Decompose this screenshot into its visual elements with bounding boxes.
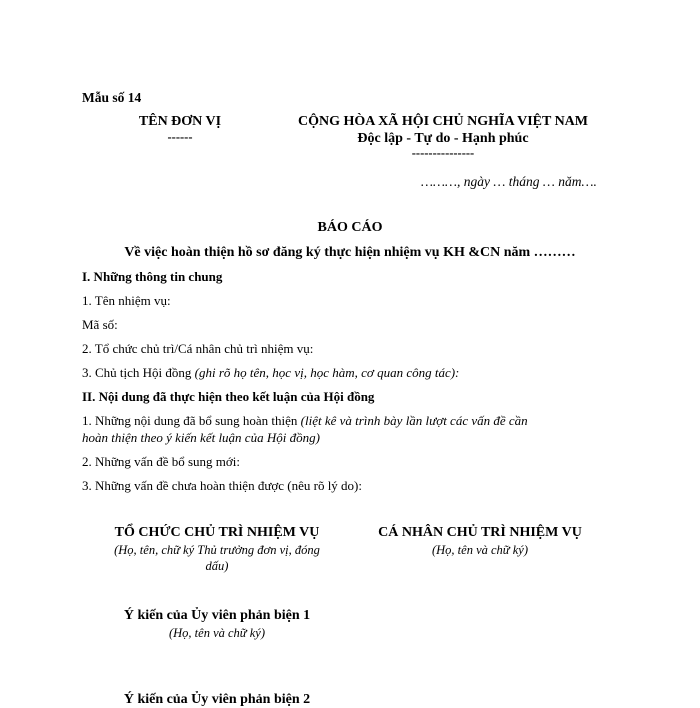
- unit-name: TÊN ĐƠN VỊ: [138, 114, 222, 129]
- report-title: BÁO CÁO: [317, 220, 383, 235]
- council-chair-label: 3. Chủ tịch Hội đồng: [82, 365, 195, 380]
- form-number: Mẫu số 14: [82, 90, 142, 105]
- person-signature-title: CÁ NHÂN CHỦ TRÌ NHIỆM VỤ: [378, 525, 582, 540]
- section-1-heading: I. Những thông tin chung: [82, 269, 223, 284]
- date-line: ………, ngày … tháng … năm….: [421, 174, 597, 189]
- supplemented-content-line: [82, 413, 528, 429]
- council-chair-note: (ghi rõ họ tên, học vị, học hàm, cơ quan công tác):: [194, 365, 460, 380]
- supplemented-content-label: 1. Những nội dung đã bổ sung hoàn thiện: [82, 413, 301, 428]
- motto-underline: ---------------: [411, 146, 475, 160]
- reviewer-1-note: (Họ, tên và chữ ký): [168, 626, 265, 640]
- report-subtitle: Về việc hoàn thiện hồ sơ đăng ký thực hiện nhiệm vụ KH &CN năm ………: [124, 245, 576, 260]
- person-signature-note: (Họ, tên và chữ ký): [431, 543, 528, 557]
- nation-title: CỘNG HÒA XÃ HỘI CHỦ NGHĨA VIỆT NAM: [297, 114, 588, 129]
- supplemented-content-note-a: (liệt kê và trình bày lần lượt các vấn đề cần: [300, 413, 528, 428]
- unresolved-issues-line: 3. Những vấn đề chưa hoàn thiện được (nêu rõ lý do):: [82, 478, 362, 493]
- supplemented-content-note-b: hoàn thiện theo ý kiến kết luận của Hội đồng): [82, 430, 320, 445]
- reviewer-2-title: Ý kiến của Ủy viên phản biện 2: [123, 692, 311, 707]
- task-code-line: Mã số:: [82, 317, 118, 332]
- council-chair-line: [82, 365, 459, 381]
- host-org-line: 2. Tổ chức chủ trì/Cá nhân chủ trì nhiệm vụ:: [82, 341, 314, 356]
- section-2-heading: II. Nội dung đã thực hiện theo kết luận của Hội đồng: [82, 389, 375, 404]
- org-signature-note-b: dấu): [205, 559, 229, 573]
- nation-motto: Độc lập - Tự do - Hạnh phúc: [357, 131, 529, 146]
- org-signature-title: TỔ CHỨC CHỦ TRÌ NHIỆM VỤ: [114, 525, 320, 540]
- org-signature-note-a: (Họ, tên, chữ ký Thủ trưởng đơn vị, đóng: [114, 543, 320, 557]
- unit-underline: ------: [167, 130, 193, 144]
- reviewer-1-title: Ý kiến của Ủy viên phản biện 1: [123, 608, 311, 623]
- task-name-line: 1. Tên nhiệm vụ:: [82, 293, 171, 308]
- new-issues-line: 2. Những vấn đề bổ sung mới:: [82, 454, 240, 469]
